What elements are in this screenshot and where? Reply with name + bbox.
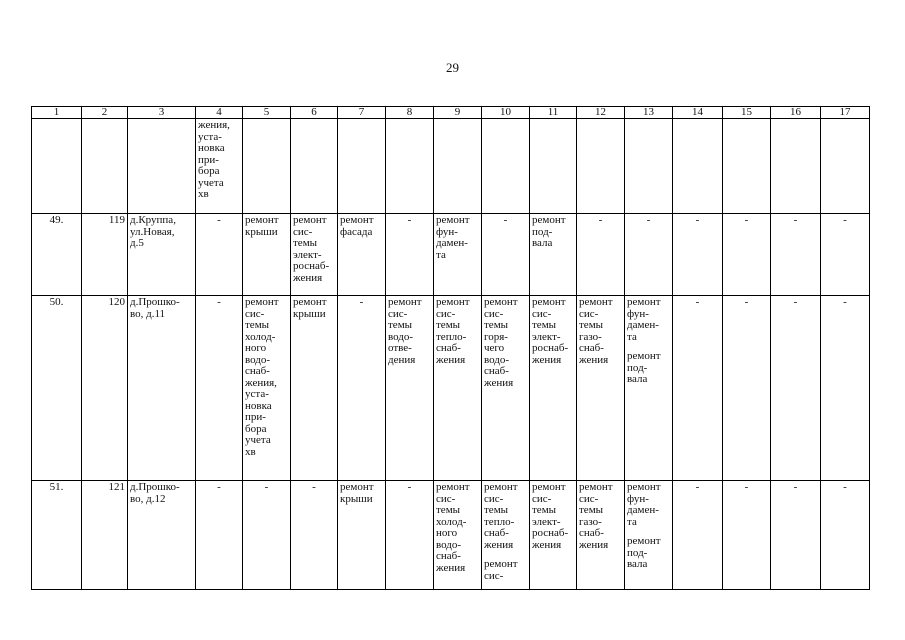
- table-row: [32, 214, 870, 296]
- cell-line: бора: [198, 165, 220, 177]
- cell-line: снаб-: [484, 527, 509, 539]
- cell-line: темы: [293, 237, 318, 249]
- table-cell: [434, 214, 482, 296]
- cell-line: снаб-: [579, 527, 604, 539]
- table-cell: [771, 119, 821, 214]
- cell-line: сис-: [436, 307, 456, 320]
- cell-line: ремонт: [245, 296, 279, 308]
- table-cell: [32, 481, 82, 590]
- cell-line: -: [217, 214, 221, 226]
- cell-line: [84, 120, 125, 128]
- column-header: 12: [577, 107, 625, 119]
- cell-line: [675, 120, 720, 128]
- table-cell: [196, 214, 243, 296]
- cell-line: -: [744, 214, 749, 226]
- cell-line: жения: [532, 538, 562, 551]
- cell-line: темы: [436, 504, 461, 516]
- table-row: [32, 481, 870, 590]
- table-cell: [291, 119, 338, 214]
- cell-line: -: [843, 296, 847, 308]
- table-cell: [82, 481, 128, 590]
- cell-line: темы: [579, 319, 604, 331]
- table-cell: [338, 214, 386, 296]
- table-cell: [577, 214, 625, 296]
- column-header: 13: [625, 107, 673, 119]
- cell-line: [823, 120, 867, 128]
- cell-line: уста-: [245, 388, 269, 400]
- cell-line: ремонт: [436, 214, 470, 226]
- cell-line: -: [503, 214, 508, 226]
- cell-line: темы: [579, 504, 604, 516]
- cell-line: ремонт: [293, 214, 327, 226]
- cell-line: темы: [388, 319, 413, 331]
- table-cell: [530, 214, 577, 296]
- cell-line: жения: [579, 538, 609, 551]
- cell-line: ремонт: [532, 481, 566, 493]
- cell-line: роснаб-: [532, 527, 569, 539]
- cell-line: -: [646, 214, 651, 226]
- table-cell: [386, 296, 434, 481]
- cell-line: д.5: [130, 237, 144, 249]
- cell-line: снаб-: [484, 365, 509, 377]
- table-cell: [338, 296, 386, 481]
- table-cell: [434, 119, 482, 214]
- cell-line: холод-: [245, 330, 276, 343]
- table-cell: [128, 119, 196, 214]
- cell-line: хв: [198, 188, 209, 200]
- cell-line: -: [843, 481, 847, 493]
- cell-line: сис-: [436, 492, 456, 505]
- cell-line: -: [264, 481, 269, 493]
- cell-line: темы: [532, 319, 557, 331]
- cell-line: 49.: [49, 214, 64, 226]
- cell-line: ремонт: [627, 350, 661, 362]
- cell-line: -: [695, 481, 700, 493]
- cell-line: ремонт: [532, 214, 566, 226]
- cell-line: [388, 120, 431, 128]
- cell-line: сис-: [484, 307, 504, 320]
- cell-line: жения: [436, 561, 466, 574]
- cell-line: крыши: [340, 492, 373, 505]
- cell-line: ремонт: [436, 296, 470, 308]
- cell-line: -: [793, 296, 798, 308]
- table-cell: [243, 214, 291, 296]
- cell-line: та: [627, 515, 637, 528]
- table-cell: [291, 296, 338, 481]
- column-header: 15: [723, 107, 771, 119]
- cell-line: [34, 120, 79, 128]
- cell-line: холод-: [436, 515, 467, 528]
- cell-line: сис-: [245, 307, 265, 320]
- cell-line: -: [217, 296, 221, 308]
- cell-line: д.Круппа,: [130, 214, 176, 226]
- table-cell: [386, 214, 434, 296]
- cell-line: учета: [198, 176, 224, 189]
- cell-line: вала: [627, 373, 648, 385]
- cell-line: газо-: [579, 515, 602, 528]
- cell-line: [484, 120, 527, 128]
- cell-line: роснаб-: [293, 260, 330, 272]
- table-cell: [723, 481, 771, 590]
- table-cell: [243, 119, 291, 214]
- table-cell: [196, 296, 243, 481]
- cell-line: та: [436, 248, 446, 261]
- cell-line: дамен-: [627, 504, 659, 516]
- table-cell: [530, 119, 577, 214]
- table-cell: [482, 481, 530, 590]
- cell-line: [725, 120, 768, 128]
- cell-line: ного: [436, 527, 458, 539]
- cell-line: сис-: [579, 492, 599, 505]
- table-row: [32, 296, 870, 481]
- cell-line: [340, 120, 383, 128]
- cell-line: вала: [627, 558, 648, 570]
- cell-line: ул.Новая,: [130, 225, 175, 238]
- table-cell: [338, 481, 386, 590]
- cell-line: ремонт: [340, 214, 374, 226]
- column-header: 7: [338, 107, 386, 119]
- cell-line: [293, 120, 335, 128]
- cell-line: -: [407, 481, 412, 493]
- table-row: [32, 119, 870, 214]
- table-cell: [32, 119, 82, 214]
- cell-line: сис-: [579, 307, 599, 320]
- cell-line: [245, 120, 288, 128]
- column-header: 5: [243, 107, 291, 119]
- table-cell: [625, 296, 673, 481]
- cell-line: -: [843, 214, 847, 226]
- table-cell: [196, 481, 243, 590]
- cell-line: крыши: [245, 225, 278, 238]
- table-cell: [482, 214, 530, 296]
- table-cell: [338, 119, 386, 214]
- cell-line: дамен-: [627, 319, 659, 331]
- cell-line: под-: [532, 225, 553, 238]
- cell-line: жения: [579, 353, 609, 366]
- cell-line: -: [598, 214, 603, 226]
- cell-line: -: [695, 214, 700, 226]
- cell-line: уста-: [198, 130, 222, 143]
- cell-line: [773, 120, 818, 128]
- cell-line: горя-: [484, 330, 508, 343]
- cell-line: ремонт: [484, 481, 518, 493]
- table-cell: [434, 296, 482, 481]
- cell-line: хв: [245, 445, 256, 458]
- page-number: 29: [446, 60, 459, 75]
- column-header: 10: [482, 107, 530, 119]
- cell-line: -: [793, 214, 798, 226]
- cell-line: -: [359, 296, 364, 308]
- cell-line: -: [217, 481, 221, 493]
- column-header: 2: [82, 107, 128, 119]
- cell-line: элект-: [532, 330, 561, 343]
- table-cell: [196, 119, 243, 214]
- table-cell: [821, 296, 870, 481]
- cell-line: новка: [198, 142, 225, 154]
- cell-line: та: [627, 330, 637, 343]
- table-cell: [82, 214, 128, 296]
- cell-line: 121: [108, 481, 125, 493]
- table-cell: [723, 119, 771, 214]
- cell-line: водо-: [436, 538, 462, 551]
- table-cell: [82, 119, 128, 214]
- cell-line: [627, 120, 670, 128]
- column-header: 6: [291, 107, 338, 119]
- table-cell: [128, 481, 196, 590]
- table-cell: [821, 119, 870, 214]
- cell-line: снаб-: [579, 342, 604, 354]
- cell-line: сис-: [484, 492, 504, 505]
- cell-line: ремонт: [436, 481, 470, 493]
- table-cell: [673, 296, 723, 481]
- table-cell: [128, 296, 196, 481]
- cell-line: чего: [484, 342, 505, 354]
- table-cell: [625, 481, 673, 590]
- cell-line: ремонт: [388, 296, 422, 308]
- table-cell: [771, 296, 821, 481]
- cell-line: -: [312, 481, 316, 493]
- column-header: 4: [196, 107, 243, 119]
- table-cell: [723, 296, 771, 481]
- table-cell: [673, 119, 723, 214]
- cell-line: [579, 120, 622, 128]
- header-row: [32, 107, 870, 119]
- cell-line: ремонт: [627, 481, 661, 493]
- cell-line: тепло-: [484, 515, 515, 528]
- table-cell: [128, 214, 196, 296]
- cell-line: ремонт: [245, 214, 279, 226]
- cell-line: темы: [484, 319, 509, 331]
- table-cell: [530, 481, 577, 590]
- column-header: 11: [530, 107, 577, 119]
- cell-line: снаб-: [436, 550, 461, 562]
- cell-line: -: [407, 214, 412, 226]
- table-cell: [32, 296, 82, 481]
- table-cell: [434, 481, 482, 590]
- cell-line: под-: [627, 546, 648, 559]
- cell-line: во, д.11: [130, 307, 166, 320]
- table-cell: [821, 481, 870, 590]
- table-cell: [673, 481, 723, 590]
- cell-line: жения,: [198, 119, 230, 131]
- cell-line: водо-: [388, 330, 414, 343]
- cell-line: 119: [108, 214, 125, 226]
- cell-line: темы: [484, 504, 509, 516]
- cell-line: фун-: [436, 225, 458, 238]
- table-cell: [625, 119, 673, 214]
- cell-line: фун-: [627, 307, 649, 320]
- cell-line: новка: [245, 399, 272, 412]
- table-cell: [771, 214, 821, 296]
- cell-line: [532, 120, 574, 128]
- cell-line: снаб-: [436, 342, 461, 354]
- table-cell: [821, 214, 870, 296]
- table-cell: [291, 481, 338, 590]
- cell-line: -: [695, 296, 700, 308]
- table-cell: [482, 119, 530, 214]
- cell-line: тепло-: [436, 330, 467, 343]
- table-cell: [482, 296, 530, 481]
- column-header: 8: [386, 107, 434, 119]
- table-cell: [82, 296, 128, 481]
- cell-line: 51.: [49, 481, 64, 493]
- table-cell: [243, 481, 291, 590]
- cell-line: элект-: [532, 515, 561, 528]
- cell-line: газо-: [579, 330, 602, 343]
- cell-line: темы: [245, 319, 270, 331]
- table-cell: [625, 214, 673, 296]
- cell-line: -: [793, 481, 798, 493]
- cell-line: фун-: [627, 492, 649, 505]
- cell-line: [130, 120, 193, 128]
- column-header: 17: [821, 107, 870, 119]
- cell-line: ремонт: [627, 535, 661, 547]
- table-cell: [577, 119, 625, 214]
- cell-line: ремонт: [579, 481, 613, 493]
- cell-line: жения: [293, 271, 323, 284]
- cell-line: ного: [245, 342, 267, 354]
- cell-line: водо-: [245, 353, 271, 366]
- cell-line: жения: [532, 353, 562, 366]
- cell-line: жения: [436, 353, 466, 366]
- cell-line: жения,: [245, 376, 277, 389]
- table-cell: [530, 296, 577, 481]
- cell-line: темы: [436, 319, 461, 331]
- table-cell: [577, 296, 625, 481]
- cell-line: учета: [245, 434, 271, 446]
- cell-line: ремонт: [627, 296, 661, 308]
- cell-line: бора: [245, 422, 267, 435]
- works-table: [31, 106, 870, 590]
- cell-line: снаб-: [245, 365, 270, 377]
- table-cell: [32, 214, 82, 296]
- table-body: [32, 119, 870, 590]
- cell-line: жения: [484, 376, 514, 389]
- cell-line: при-: [198, 153, 219, 166]
- table-cell: [386, 481, 434, 590]
- cell-line: отве-: [388, 342, 412, 354]
- cell-line: 120: [108, 296, 125, 308]
- table-cell: [386, 119, 434, 214]
- cell-line: [436, 120, 479, 128]
- table-cell: [291, 214, 338, 296]
- cell-line: элект-: [293, 248, 322, 261]
- cell-line: ремонт: [579, 296, 613, 308]
- cell-line: сис-: [532, 307, 552, 320]
- cell-line: сис-: [293, 225, 313, 238]
- cell-line: при-: [245, 411, 266, 423]
- cell-line: ремонт: [484, 558, 518, 570]
- cell-line: -: [744, 481, 749, 493]
- cell-line: -: [744, 296, 749, 308]
- cell-line: д.Прошко-: [130, 296, 180, 308]
- cell-line: ремонт: [532, 296, 566, 308]
- table-cell: [243, 296, 291, 481]
- cell-line: во, д.12: [130, 492, 166, 505]
- column-header: 3: [128, 107, 196, 119]
- cell-line: ремонт: [293, 296, 327, 308]
- cell-line: роснаб-: [532, 342, 569, 354]
- cell-line: темы: [532, 504, 557, 516]
- cell-line: 50.: [49, 296, 64, 308]
- cell-line: под-: [627, 361, 648, 374]
- cell-line: дения: [388, 353, 416, 366]
- table-cell: [673, 214, 723, 296]
- table-cell: [577, 481, 625, 590]
- cell-line: водо-: [484, 353, 510, 366]
- table-cell: [771, 481, 821, 590]
- cell-line: дамен-: [436, 237, 468, 249]
- cell-line: ремонт: [340, 481, 374, 493]
- table-cell: [723, 214, 771, 296]
- cell-line: сис-: [388, 307, 408, 320]
- cell-line: фасада: [340, 225, 373, 238]
- cell-line: крыши: [293, 307, 326, 320]
- cell-line: сис-: [532, 492, 552, 505]
- cell-line: вала: [532, 237, 553, 249]
- column-header: 1: [32, 107, 82, 119]
- column-header: 16: [771, 107, 821, 119]
- cell-line: д.Прошко-: [130, 481, 180, 493]
- cell-line: жения: [484, 538, 514, 551]
- cell-line: сис-: [484, 569, 504, 582]
- cell-line: ремонт: [484, 296, 518, 308]
- column-header: 9: [434, 107, 482, 119]
- column-header: 14: [673, 107, 723, 119]
